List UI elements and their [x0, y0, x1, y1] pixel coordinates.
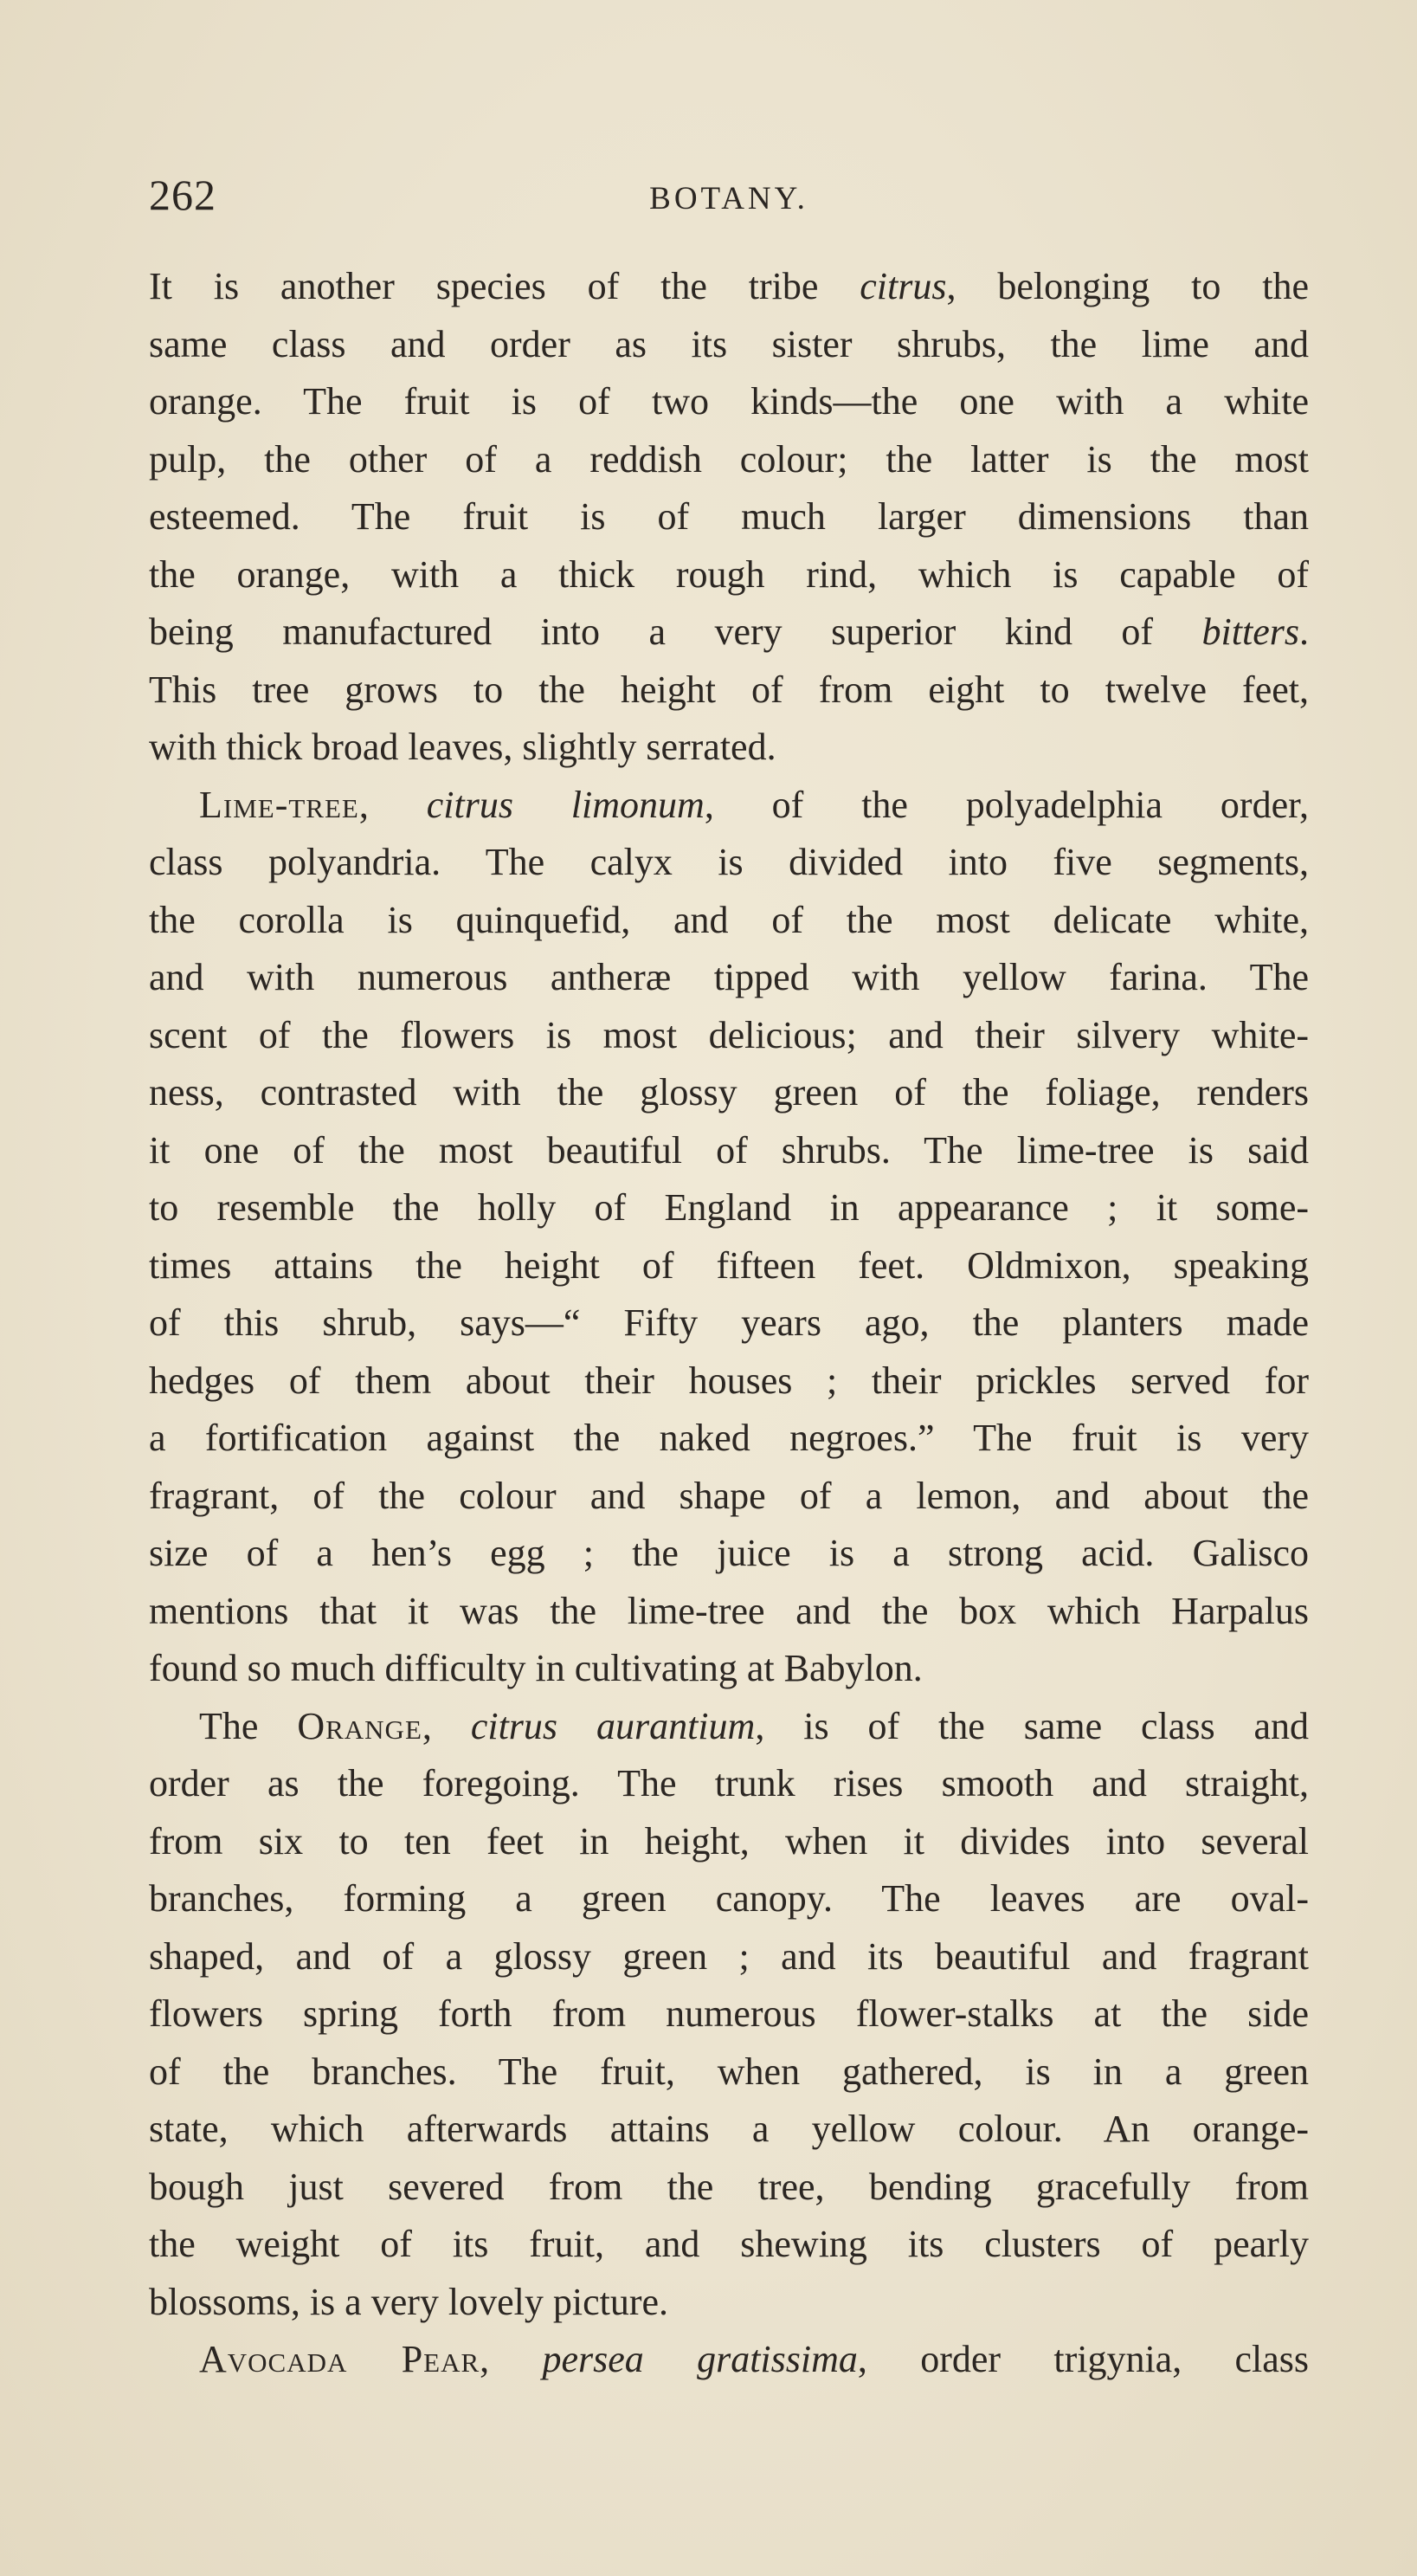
text-line: pulp, the other of a reddish colour; the latter is the most [149, 437, 1309, 481]
text-line: times attains the height of fifteen feet. Oldmixon, speaking [149, 1243, 1309, 1287]
page-header [149, 170, 1309, 222]
text-line: to resemble the holly of England in appearance ; it some- [149, 1186, 1309, 1229]
text-line: orange. The fruit is of two kinds—the one with a white [149, 380, 1309, 423]
text-line: class polyandria. The calyx is divided into five segments, [149, 841, 1309, 883]
text-line: ness, contrasted with the glossy green of the foliage, renders [149, 1071, 1309, 1114]
text-line: being manufactured into a very superior kind of bitters. [149, 610, 1309, 653]
text-line: The Orange, citrus aurantium, is of the same class and [199, 1704, 1309, 1747]
text-line: flowers spring forth from numerous flower-stalks at the side [149, 1992, 1309, 2035]
text-line: with thick broad leaves, slightly serrated. [149, 726, 776, 768]
text-line: scent of the flowers is most delicious; and their silvery white- [149, 1013, 1309, 1056]
text-line: fragrant, of the colour and shape of a lemon, and about the [149, 1474, 1309, 1517]
text-line: the orange, with a thick rough rind, which is capable of [149, 552, 1309, 596]
entry-heading-lime-tree: Lime-tree [199, 783, 359, 826]
text-line: a fortification against the naked negroes.” The fruit is very [149, 1417, 1309, 1459]
text-line: the corolla is quinquefid, and of the most delicate white, [149, 898, 1309, 941]
text-line: This tree grows to the height of from eight to twelve feet, [149, 668, 1309, 711]
text-line: order as the foregoing. The trunk rises smooth and straight, [149, 1762, 1309, 1804]
page-number: 262 [149, 171, 216, 219]
text-line: Lime-tree, citrus limonum, of the polyadelphia order, [199, 783, 1309, 826]
running-title: BOTANY. [649, 181, 808, 216]
text-line: shaped, and of a glossy green ; and its beautiful and fragrant [149, 1934, 1309, 1978]
text-line: of this shrub, says—“ Fifty years ago, the planters made [149, 1301, 1309, 1344]
entry-heading-avocada-pear: Avocada Pear [199, 2338, 480, 2380]
text-line: bough just severed from the tree, bending gracefully from [149, 2165, 1309, 2208]
text-line: found so much difficulty in cultivating at Babylon. [149, 1647, 923, 1689]
text-line: It is another species of the tribe citrus, belonging to the [149, 265, 1309, 307]
text-line: same class and order as its sister shrubs, the lime and [149, 322, 1309, 365]
text-line: from six to ten feet in height, when it divides into several [149, 1819, 1309, 1863]
text-line: size of a hen’s egg ; the juice is a strong acid. Galisco [149, 1532, 1309, 1574]
text-line: the weight of its fruit, and shewing its clusters of pearly [149, 2223, 1309, 2265]
text-line: state, which afterwards attains a yellow colour. An orange- [149, 2108, 1309, 2150]
text-line: hedges of them about their houses ; their prickles served for [149, 1359, 1309, 1402]
text-line: and with numerous antheræ tipped with yellow farina. The [149, 956, 1309, 998]
text-line: blossoms, is a very lovely picture. [149, 2280, 669, 2323]
entry-heading-orange: Orange [297, 1704, 422, 1747]
body-text [149, 258, 1309, 2389]
text-line: it one of the most beautiful of shrubs. The lime-tree is said [149, 1128, 1309, 1172]
text-line: of the branches. The fruit, when gathered, is in a green [149, 2050, 1309, 2093]
text-line: branches, forming a green canopy. The leaves are oval- [149, 1877, 1309, 1920]
text-line: esteemed. The fruit is of much larger dimensions than [149, 495, 1309, 538]
text-line: Avocada Pear, persea gratissima, order trigynia, class [199, 2338, 1309, 2380]
text-line: mentions that it was the lime-tree and the box which Harpalus [149, 1589, 1309, 1632]
